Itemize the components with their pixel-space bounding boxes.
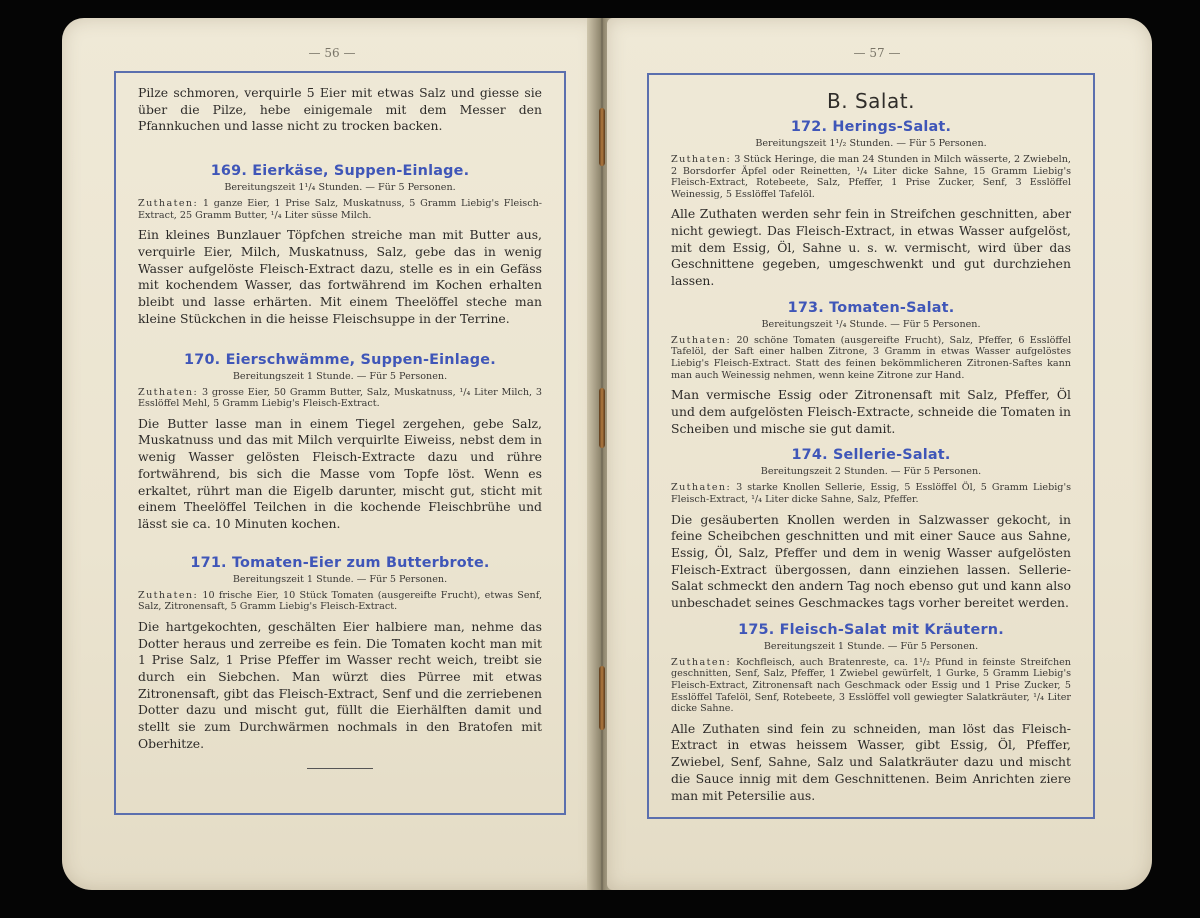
recipe-title: 170. Eierschwämme, Suppen-Einlage.: [184, 351, 496, 368]
ingredients: [671, 335, 1071, 381]
ingredients-label: Zuthaten:: [138, 589, 199, 601]
ingredients: [671, 482, 1071, 505]
preparation-time: Bereitungszeit 1 Stunde. — Für 5 Personen.: [232, 573, 448, 585]
ingredients-label: Zuthaten:: [671, 154, 732, 165]
recipe-title: 175. Fleisch-Salat mit Kräutern.: [738, 621, 1004, 638]
staple: [599, 108, 605, 166]
staple: [599, 388, 605, 448]
ingredients-text: 3 starke Knollen Sellerie, Essig, 5 Esslöffel Öl, 5 Gramm Liebig's Fleisch-Extract, ¹/₄ Liter dicke Sahne, Salz, Pfeffer.: [671, 482, 1072, 505]
page-frame: [114, 71, 566, 815]
preparation-time: Bereitungszeit 1¹/₂ Stunden. — Für 5 Personen.: [755, 138, 987, 149]
ingredients-text: 3 grosse Eier, 50 Gramm Butter, Salz, Muskatnuss, ¹/₄ Liter Milch, 3 Esslöffel Mehl, 5 Gramm Liebig's Fleisch-Extract.: [138, 386, 542, 410]
right-page: [607, 18, 1152, 890]
preparation-time: Bereitungszeit 1¹/₄ Stunden. — Für 5 Personen.: [224, 182, 456, 194]
ingredients-label: Zuthaten:: [671, 482, 732, 494]
open-book: [62, 18, 1152, 890]
ingredients-text: Kochfleisch, auch Bratenreste, ca. 1¹/₂ Pfund in feinste Streifchen geschnitten, Senf, Salz, Pfeffer, 1 Zwiebel gewürfelt, 1 Gurke, 5 Gramm Liebig's Fleisch-Extract, Zitronensaft nach Geschmack oder Essig und 1 Prise Zucker, 5 Esslöffel Tafelöl, Senf, Rotebeete, 3 Esslöffel voll gewiegter Salatkräuter, ¹/₄ Liter dicke Sahne.: [671, 656, 1071, 715]
recipe-text: Ein kleines Bunzlauer Töpfchen streiche man mit Butter aus, verquirle Eier, Milch, Muskatnuss, Salz, gebe das in wenig Wasser aufgelöste Fleisch-Extract dazu, stelle es in ein Gefäss mit kochendem Wasser, das fortwährend im Kochen erhalten bleibt und lasse erhärten. Mit einem Theelöffel steche man kleine Stückchen in die heisse Fleischsuppe in der Terrine.: [138, 227, 542, 326]
page-frame: [647, 73, 1095, 819]
recipe-title: 169. Eierkäse, Suppen-Einlage.: [210, 163, 470, 180]
recipe-text: Die hartgekochten, geschälten Eier halbiere man, nehme das Dotter heraus und zerreibe es fein. Die Tomaten kocht man mit 1 Prise Salz, 1 Prise Pfeffer im Wasser recht weich, treibt sie durch ein Siebchen. Man würzt dies Pürree mit etwas Zitronensaft, gibt das Fleisch-Extract, Senf und die zerriebenen Dotter dazu und mischt gut, füllt die Eierhälften damit und stellt sie zum Durchwärmen nochmals in den Bratofen mit Oberhitze.: [138, 618, 542, 751]
ingredients-text: 3 Stück Heringe, die man 24 Stunden in Milch wässerte, 2 Zwiebeln, 2 Borsdorfer Äpfel oder Reinetten, ¹/₄ Liter dicke Sahne, 15 Gramm Liebig's Fleisch-Extract, Rotebeete, Salz, Pfeffer, 1 Prise Zucker, Senf, 3 Esslöffel Weinessig, 5 Esslöffel Tafelöl.: [671, 154, 1071, 200]
ingredients: [671, 657, 1071, 715]
preparation-time: Bereitungszeit 1 Stunde. — Für 5 Personen.: [232, 370, 448, 382]
ingredients: [138, 387, 542, 410]
ingredients: [671, 154, 1071, 200]
staple: [599, 666, 605, 730]
ingredients: [138, 198, 542, 221]
left-page: [62, 18, 597, 890]
preparation-time: Bereitungszeit ¹/₄ Stunde. — Für 5 Personen.: [761, 318, 981, 330]
page-number: — 56 —: [308, 46, 356, 60]
recipe-title: 173. Tomaten-Salat.: [787, 299, 955, 316]
preparation-time: Bereitungszeit 2 Stunden. — Für 5 Personen.: [760, 466, 982, 478]
recipe-text: Alle Zuthaten sind fein zu schneiden, man löst das Fleisch-Extract in etwas heissem Wasser, gibt Essig, Öl, Pfeffer, Zwiebel, Senf, Sahne, Salz und Salatkräuter dazu und mischt die Sauce innig mit dem Geschnittenen. Beim Anrichten ziere man mit Petersilie aus.: [671, 720, 1071, 803]
recipe-title: 172. Herings-Salat.: [790, 119, 952, 135]
recipe-text: Man vermische Essig oder Zitronensaft mit Salz, Pfeffer, Öl und dem aufgelösten Fleisch-Extracte, schneide die Tomaten in Scheiben und mische sie gut damit.: [671, 387, 1071, 436]
recipe-text: Alle Zuthaten werden sehr fein in Streifchen geschnitten, aber nicht gewiegt. Das Fleisch-Extract, in etwas Wasser aufgelöst, mit dem Essig, Öl, Sahne u. s. w. vermischt, wird über das Geschnittene gegeben, umgeschwenkt und gut durchziehen lassen.: [671, 206, 1071, 289]
ingredients-label: Zuthaten:: [138, 386, 199, 398]
ingredients-text: 20 schöne Tomaten (ausgereifte Frucht), Salz, Pfeffer, 6 Esslöffel Tafelöl, der Saft einer halben Zitrone, 3 Gramm in etwas Wasser aufgelöstes Liebig's Fleisch-Extract. Statt des feinen bekömmlicheren Zitronen-Saftes kann man auch Weinessig nehmen, wenn keine Zitrone zur Hand.: [671, 334, 1071, 381]
ingredients-text: 10 frische Eier, 10 Stück Tomaten (ausgereifte Frucht), etwas Senf, Salz, Zitronensaft, 5 Gramm Liebig's Fleisch-Extract.: [138, 589, 542, 613]
page-number: — 57 —: [853, 46, 901, 60]
recipe-text: Die gesäuberten Knollen werden in Salzwasser gekocht, in feine Scheibchen geschnitten und mit einer Sauce aus Sahne, Essig, Öl, Salz, Pfeffer und dem in wenig Wasser aufgelösten Fleisch-Extract übergossen, dann einziehen lassen. Sellerie-Salat schmeckt den andern Tag noch ebenso gut und kann also unbeschadet seines Geschmackes tags vorher bereitet werden.: [671, 511, 1071, 611]
ingredients-label: Zuthaten:: [671, 334, 732, 346]
ingredients-text: 1 ganze Eier, 1 Prise Salz, Muskatnuss, 5 Gramm Liebig's Fleisch-Extract, 25 Gramm Butter, ¹/₄ Liter süsse Milch.: [138, 198, 542, 221]
recipe-text: Die Butter lasse man in einem Tiegel zergehen, gebe Salz, Muskatnuss und das mit Milch verquirlte Eiweiss, nebst dem in wenig Wasser gelösten Fleisch-Extracte dazu und rühre fortwährend, bis sich die Masse vom Topfe löst. Wenn es erkaltet, rührt man die Eigelb darunter, mischt gut, sticht mit einem Theelöffel Teilchen in die kochende Fleischbrühe und lässt sie ca. 10 Minuten kochen.: [138, 415, 542, 531]
ingredients: [138, 590, 542, 613]
preparation-time: Bereitungszeit 1 Stunde. — Für 5 Personen.: [763, 640, 979, 652]
intro-paragraph: Pilze schmoren, verquirle 5 Eier mit etwas Salz und giesse sie über die Pilze, hebe einigemale mit dem Messer den Pfannkuchen und lasse nicht zu trocken backen.: [138, 85, 542, 134]
recipe-title: 174. Sellerie-Salat.: [791, 447, 951, 464]
closing-rule: [307, 768, 373, 769]
section-heading: B. Salat.: [827, 89, 915, 113]
ingredients-label: Zuthaten:: [138, 198, 199, 210]
ingredients-label: Zuthaten:: [671, 656, 732, 668]
recipe-title: 171. Tomaten-Eier zum Butterbrote.: [190, 554, 490, 571]
